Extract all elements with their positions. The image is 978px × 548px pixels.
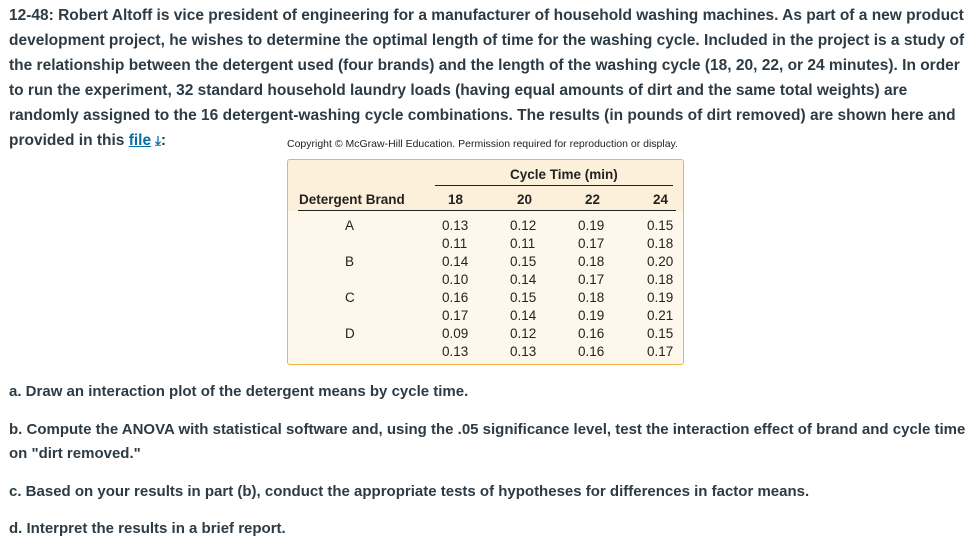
table-cell: 0.16 bbox=[442, 290, 469, 305]
header-divider bbox=[298, 210, 676, 211]
brand-label-c: C bbox=[345, 290, 355, 305]
table-cell: 0.17 bbox=[578, 272, 605, 287]
data-table bbox=[287, 159, 684, 365]
brand-label-d: D bbox=[345, 326, 355, 341]
table-cell: 0.17 bbox=[578, 236, 605, 251]
brand-label-b: B bbox=[345, 254, 355, 269]
table-cell: 0.13 bbox=[510, 344, 537, 359]
table-cell: 0.18 bbox=[578, 290, 605, 305]
table-cell: 0.14 bbox=[510, 308, 537, 323]
table-cell: 0.15 bbox=[647, 218, 674, 233]
table-cell: 0.16 bbox=[578, 326, 605, 341]
table-cell: 0.12 bbox=[510, 218, 537, 233]
table-cell: 0.11 bbox=[510, 236, 536, 251]
table-cell: 0.18 bbox=[647, 236, 674, 251]
table-cell: 0.19 bbox=[647, 290, 674, 305]
copyright-notice: Copyright © McGraw-Hill Education. Permission required for reproduction or display. bbox=[287, 138, 678, 150]
header-rule bbox=[435, 185, 673, 186]
table-cell: 0.09 bbox=[442, 326, 469, 341]
table-cell: 0.14 bbox=[442, 254, 469, 269]
download-arrow-icon[interactable]: ⤓ bbox=[155, 133, 161, 148]
table-cell: 0.10 bbox=[442, 272, 469, 287]
brand-label-a: A bbox=[345, 218, 355, 233]
table-cell: 0.15 bbox=[510, 290, 537, 305]
problem-statement bbox=[9, 3, 971, 153]
question-c: c. Based on your results in part (b), conduct the appropriate tests of hypotheses for differences in factor means. bbox=[9, 483, 810, 500]
cycle-col-22: 22 bbox=[585, 192, 601, 207]
table-cell: 0.13 bbox=[442, 344, 469, 359]
table-cell: 0.18 bbox=[578, 254, 605, 269]
table-cell: 0.19 bbox=[578, 218, 605, 233]
cycle-time-header: Cycle Time (min) bbox=[510, 167, 618, 182]
table-cell: 0.21 bbox=[647, 308, 674, 323]
problem-text: 12-48: Robert Altoff is vice president of engineering for a manufacturer of household washing machines. As part of a new product development project, he wishes to determine the optimal length of time for the washing cycle. Included in the project is a study of the relationship between the detergent used (four brands) and the length of the washing cycle (18, 20, 22, or 24 minutes). In order to run the experiment, 32 standard household laundry loads (having equal amounts of dirt and the same total weights) are randomly assigned to the 16 detergent-washing cycle combinations. The results (in pounds of dirt removed) are shown here and provided in this bbox=[9, 7, 965, 149]
table-cell: 0.14 bbox=[510, 272, 537, 287]
table-body-band bbox=[288, 211, 683, 365]
table-cell: 0.15 bbox=[510, 254, 537, 269]
table-cell: 0.15 bbox=[647, 326, 674, 341]
question-b: b. Compute the ANOVA with statistical software and, using the .05 significance level, test the interaction effect of brand and cycle time on "dirt removed." bbox=[9, 421, 966, 462]
problem-colon: : bbox=[160, 132, 167, 149]
table-cell: 0.11 bbox=[442, 236, 468, 251]
cycle-col-18: 18 bbox=[448, 192, 464, 207]
data-file-link[interactable]: file bbox=[128, 132, 152, 149]
table-cell: 0.18 bbox=[647, 272, 674, 287]
table-cell: 0.16 bbox=[578, 344, 605, 359]
table-cell: 0.19 bbox=[578, 308, 605, 323]
table-cell: 0.13 bbox=[442, 218, 469, 233]
cycle-col-24: 24 bbox=[653, 192, 669, 207]
question-d: d. Interpret the results in a brief report. bbox=[9, 520, 286, 537]
detergent-brand-header: Detergent Brand bbox=[299, 192, 405, 207]
table-cell: 0.20 bbox=[647, 254, 674, 269]
table-cell: 0.17 bbox=[442, 308, 469, 323]
table-cell: 0.17 bbox=[647, 344, 674, 359]
cycle-col-20: 20 bbox=[517, 192, 533, 207]
question-a: a. Draw an interaction plot of the detergent means by cycle time. bbox=[9, 383, 469, 400]
table-cell: 0.12 bbox=[510, 326, 537, 341]
